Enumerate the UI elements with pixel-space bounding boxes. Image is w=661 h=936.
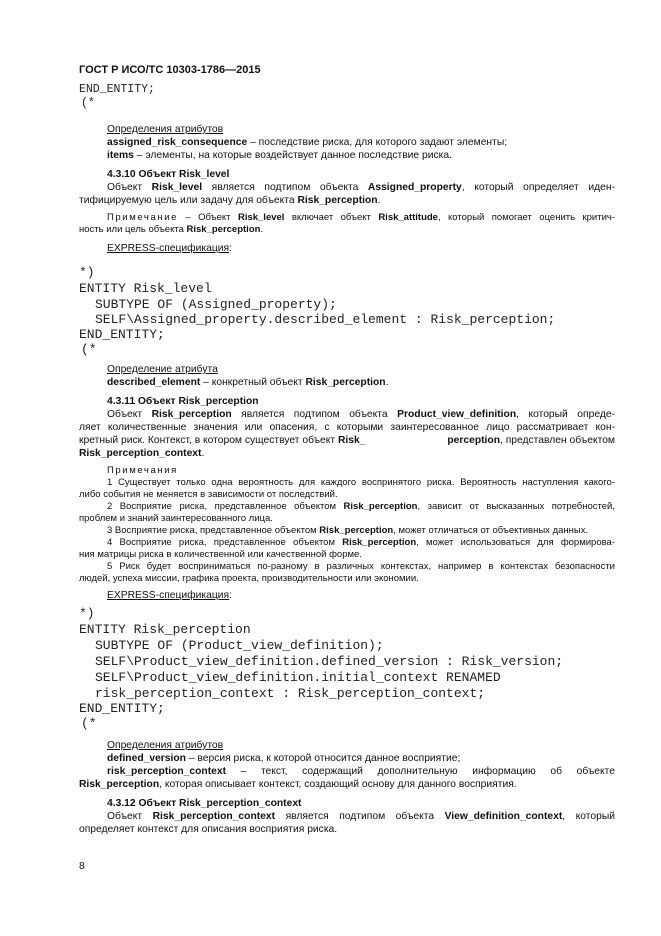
note-line: Примечание – Объект Risk_level включает объект Risk_attitude, который помогает оценить критич- xyxy=(107,212,616,223)
code-line: SUBTYPE OF (Assigned_property); xyxy=(95,297,337,312)
attributes-heading: Определения атрибутов xyxy=(107,740,224,751)
note-line: 5 Риск будет восприниматься по-разному в различных контекстах, например в контекстах безопасности xyxy=(107,561,615,572)
note-line: проблем и знаний заинтересованного лица. xyxy=(79,513,273,524)
attribute-definition: defined_version – версия риска, к которой относится данное восприятие; xyxy=(107,753,461,764)
paragraph-line: тифицируемую цель или задачу для объекта Risk_perception. xyxy=(79,195,381,206)
code-line: ENTITY Risk_level xyxy=(79,281,212,296)
code-line: (* xyxy=(81,97,95,110)
attribute-definition: assigned_risk_consequence – последствие риска, для которого задают элементы; xyxy=(107,137,508,148)
attribute-definition: risk_perception_context – текст, содержащий дополнительную информацию об объекте xyxy=(107,766,615,777)
note-line: либо события не меняется в зависимости от последствий. xyxy=(79,489,338,500)
attribute-heading: Определение атрибута xyxy=(107,364,218,375)
section-heading: 4.3.11 Объект Risk_perception xyxy=(107,396,259,407)
attribute-definition: described_element – конкретный объект Risk_perception. xyxy=(107,377,389,388)
note-line: ность или цель объекта Risk_perception. xyxy=(79,224,264,235)
note-line: ния матрицы риска в количественной или качественной форме. xyxy=(79,549,362,560)
paragraph-line: Risk_perception_context. xyxy=(79,448,205,459)
section-heading: 4.3.10 Объект Risk_level xyxy=(107,169,230,180)
express-heading: EXPRESS-спецификация: xyxy=(107,243,232,254)
attribute-definition: items – элементы, на которые воздействует данное последствие риска. xyxy=(107,150,452,161)
code-line: END_ENTITY; xyxy=(79,327,165,342)
attribute-definition: Risk_perception, которая описывает контекст, создающий основу для данного восприятия. xyxy=(79,779,517,790)
attributes-heading: Определения атрибутов xyxy=(107,124,224,135)
code-line: (* xyxy=(81,716,97,731)
paragraph-line: определяет контекст для описания восприятия риска. xyxy=(79,824,338,835)
paragraph-line: Объект Risk_level является подтипом объекта Assigned_property, который определяет иден- xyxy=(107,182,615,193)
express-heading: EXPRESS-спецификация: xyxy=(107,590,232,601)
code-line: END_ENTITY; xyxy=(79,701,165,716)
code-line: END_ENTITY; xyxy=(79,83,155,96)
code-line: ENTITY Risk_perception xyxy=(79,622,251,637)
code-line: *) xyxy=(79,265,95,280)
code-line: SELF\Assigned_property.described_element : Risk_perception; xyxy=(95,312,556,327)
code-line: SUBTYPE OF (Product_view_definition); xyxy=(95,638,384,653)
paragraph-line: Объект Risk_perception_context является подтипом объекта View_definition_context, который xyxy=(107,811,615,822)
paragraph-line: ляет количественные значения или опасения, с которыми заинтересованное лицо рассматривает кон- xyxy=(79,422,615,433)
note-line: 3 Восприятие риска, представленное объектом Risk_perception, может отличаться от объективных данных. xyxy=(107,525,589,536)
document-header: ГОСТ Р ИСО/ТС 10303-1786—2015 xyxy=(79,64,261,76)
section-heading: 4.3.12 Объект Risk_perception_context xyxy=(107,798,302,809)
code-line: *) xyxy=(79,606,95,621)
paragraph-line: Объект Risk_perception является подтипом объекта Product_view_definition, который опреде- xyxy=(107,409,615,420)
page-number: 8 xyxy=(79,861,85,872)
code-line: SELF\Product_view_definition.initial_context RENAMED xyxy=(95,670,501,685)
note-line: людей, успеха миссии, графика проекта, производительности или экономии. xyxy=(79,573,419,584)
code-line: (* xyxy=(81,342,97,357)
code-line: SELF\Product_view_definition.defined_version : Risk_version; xyxy=(95,654,564,669)
note-line: 2 Восприятие риска, представленное объектом Risk_perception, зависит от высказанных потребностей, xyxy=(107,501,615,512)
paragraph-line: кретный риск. Контекст, в котором существует объект Risk_ perception, представлен объектом xyxy=(79,435,615,446)
note-line: 4 Восприятие риска, представленное объектом Risk_perception, может использоваться для формирова- xyxy=(107,537,615,548)
code-line: risk_perception_context : Risk_perception_context; xyxy=(95,686,486,701)
notes-heading: Примечания xyxy=(107,465,178,476)
note-line: 1 Существует только одна вероятность для каждого воспринятого риска. Вероятность наступления какого- xyxy=(107,477,615,488)
